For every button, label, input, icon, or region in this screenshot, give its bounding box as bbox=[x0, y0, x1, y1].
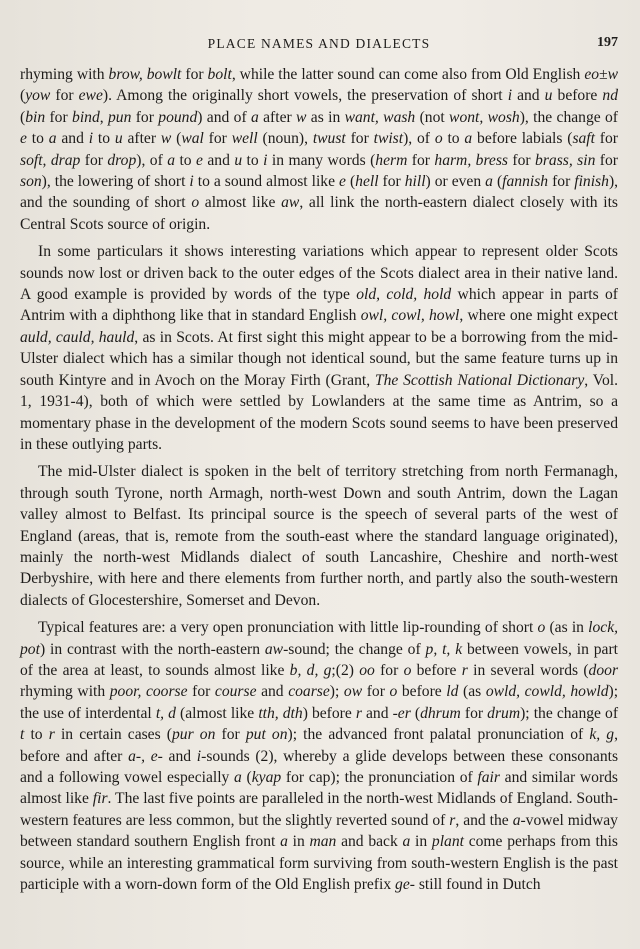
italic-text: oo bbox=[359, 661, 375, 679]
text-run: -vowel midway between standard southern English front bbox=[20, 811, 618, 851]
text-run: ); the use of interdental bbox=[20, 683, 619, 722]
text-run: and similar words almost like bbox=[20, 769, 619, 808]
text-run: for bbox=[362, 683, 390, 701]
italic-text: u bbox=[544, 87, 553, 105]
text-run: between vowels, in part of the area at least, to sounds almost like bbox=[20, 640, 618, 679]
italic-text: a bbox=[485, 173, 493, 191]
italic-text: fannish bbox=[502, 173, 549, 191]
italic-text: r bbox=[355, 704, 362, 722]
text-run: ( bbox=[20, 108, 26, 126]
text-run: ( bbox=[410, 704, 421, 722]
italic-text: a bbox=[280, 833, 288, 851]
italic-text: bolt bbox=[207, 66, 232, 83]
text-run: ); bbox=[329, 683, 344, 701]
italic-text: r bbox=[449, 811, 456, 829]
italic-text: a bbox=[48, 130, 57, 148]
italic-text: fir bbox=[92, 790, 108, 808]
italic-text: owl, cowl, howl bbox=[360, 307, 460, 325]
italic-text: old, cold, hold bbox=[356, 286, 452, 304]
italic-text: t bbox=[20, 726, 25, 744]
italic-text: i bbox=[88, 130, 94, 148]
italic-text: pur on bbox=[172, 726, 216, 744]
italic-text: o bbox=[389, 683, 398, 701]
text-run: for bbox=[460, 704, 488, 722]
text-run: for bbox=[548, 173, 575, 191]
text-run: ), the lowering of short bbox=[41, 173, 190, 191]
text-run: (as in bbox=[545, 619, 589, 637]
text-run: for bbox=[203, 130, 232, 148]
italic-text: eo±w bbox=[584, 66, 618, 83]
italic-text: e bbox=[20, 130, 27, 148]
text-run: to bbox=[93, 130, 115, 148]
italic-text: twist bbox=[373, 130, 404, 148]
italic-text: wal bbox=[181, 130, 204, 148]
text-run: for bbox=[345, 130, 374, 148]
italic-text: bind bbox=[72, 108, 100, 126]
italic-text: b, d, g bbox=[289, 661, 332, 679]
italic-text: dhrum bbox=[420, 704, 461, 722]
italic-text: course bbox=[214, 683, 257, 701]
text-run: still found in Dutch bbox=[414, 876, 541, 894]
text-run: in certain cases ( bbox=[54, 726, 172, 744]
text-run: for bbox=[80, 151, 108, 169]
italic-text: o bbox=[537, 619, 546, 637]
italic-text: i bbox=[263, 151, 268, 169]
italic-text: bin bbox=[25, 108, 46, 126]
text-run: ( bbox=[345, 173, 356, 191]
italic-text: ow bbox=[343, 683, 363, 701]
italic-text: ld bbox=[446, 683, 459, 701]
text-run: In some particulars it shows interesting variations which appear to represent older Scots sounds now lost or driven back to the outer edges of the Scots dialect area in their native land. A good example is provided by words of the type bbox=[20, 243, 618, 304]
italic-text: harm, bress bbox=[434, 151, 508, 169]
italic-text: auld, cauld, hauld bbox=[20, 328, 135, 346]
text-run: before bbox=[411, 661, 462, 679]
italic-text: The Scottish National Dictionary bbox=[374, 371, 585, 389]
italic-text: w bbox=[296, 108, 307, 126]
running-head: PLACE NAMES AND DIALECTS bbox=[207, 36, 431, 51]
text-run: for bbox=[378, 173, 405, 191]
text-run: in bbox=[287, 833, 310, 851]
text-run: , Vol. 1, 1931-4), both of which were settled by Lowlanders at the same time as Antrim, so a momentary phase in the development of the modern Scots sound seems to have been preserved in these outlying parts. bbox=[20, 371, 618, 453]
text-run: for bbox=[50, 87, 79, 105]
text-run: ( bbox=[171, 130, 182, 148]
italic-text: finish bbox=[574, 173, 609, 191]
page-header bbox=[20, 34, 618, 56]
text-run: -sound; the change of bbox=[283, 640, 426, 658]
text-run: and bbox=[361, 704, 393, 722]
text-run: for bbox=[187, 683, 215, 701]
paragraph bbox=[20, 64, 618, 235]
italic-text: hill bbox=[404, 173, 426, 191]
italic-text: poor, coorse bbox=[109, 683, 188, 701]
text-run: ( bbox=[20, 87, 26, 105]
text-run: for bbox=[595, 151, 618, 169]
text-run: after bbox=[122, 130, 161, 148]
text-run: for bbox=[45, 108, 73, 126]
italic-text: r bbox=[48, 726, 55, 744]
italic-text: man bbox=[309, 833, 337, 851]
text-run: after bbox=[258, 108, 297, 126]
text-run: ), the change of bbox=[519, 108, 619, 126]
italic-text: wont, wosh bbox=[449, 108, 520, 126]
italic-text: kyap bbox=[251, 769, 282, 786]
italic-text: -er bbox=[392, 704, 411, 722]
italic-text: drop bbox=[107, 151, 137, 169]
text-run: (as bbox=[458, 683, 486, 701]
text-run: and bbox=[512, 87, 545, 105]
italic-text: o bbox=[191, 194, 200, 212]
italic-text: well bbox=[231, 130, 258, 148]
text-run: for bbox=[215, 726, 246, 744]
italic-text: son bbox=[20, 173, 42, 191]
text-run: to bbox=[24, 726, 49, 744]
italic-text: e bbox=[339, 173, 346, 191]
text-run: to bbox=[242, 151, 264, 169]
italic-text: i bbox=[189, 173, 194, 191]
italic-text: coarse bbox=[288, 683, 330, 701]
italic-text: plant bbox=[431, 833, 464, 851]
italic-text: t, d bbox=[155, 704, 176, 722]
text-run: , before and after bbox=[20, 726, 618, 765]
text-run: in several words ( bbox=[467, 661, 589, 679]
italic-text: a bbox=[512, 811, 521, 829]
italic-text: twust bbox=[312, 130, 346, 148]
text-run: for bbox=[594, 130, 618, 148]
italic-text: p, t, k bbox=[425, 640, 463, 658]
italic-text: a bbox=[464, 130, 473, 148]
italic-text: want, wash bbox=[344, 108, 416, 126]
text-run: for bbox=[131, 108, 159, 126]
text-run: to bbox=[26, 130, 49, 148]
text-run: ( bbox=[492, 173, 503, 191]
italic-text: drum bbox=[487, 704, 521, 722]
italic-text: w bbox=[160, 130, 172, 148]
page-number: 197 bbox=[597, 35, 618, 50]
italic-text: lock, pot bbox=[20, 619, 619, 658]
text-run: ) or even bbox=[425, 173, 486, 191]
paragraph bbox=[20, 461, 618, 611]
italic-text: tth, dth bbox=[258, 704, 303, 722]
italic-text: r bbox=[461, 661, 468, 679]
text-run: for cap); the pronunciation of bbox=[281, 769, 478, 786]
italic-text: a-, e- bbox=[128, 747, 163, 765]
italic-text: fair bbox=[477, 769, 500, 786]
text-run: (noun), bbox=[257, 130, 313, 148]
text-run: , as in Scots. At first sight this might appear to be a borrowing from the mid-Ulster dialect which has a similar though not identical sound, but the same feature turns up in south Kintyre and in Avoch on the Moray Firth (Grant, bbox=[20, 328, 619, 389]
italic-text: pun bbox=[108, 108, 132, 126]
italic-text: a bbox=[167, 151, 176, 169]
italic-text: saft bbox=[572, 130, 595, 148]
text-run: , and the bbox=[455, 811, 513, 829]
text-run: ), of bbox=[136, 151, 168, 169]
italic-text: soft, drap bbox=[20, 151, 81, 169]
text-run: and bbox=[162, 747, 197, 765]
text-run: which appear in parts of Antrim with a diphthong like that in standard English bbox=[20, 286, 619, 325]
italic-text: aw bbox=[281, 194, 300, 212]
text-run: ) before bbox=[302, 704, 356, 722]
text-run: ;(2) bbox=[331, 661, 360, 679]
text-run: (not bbox=[415, 108, 450, 126]
italic-text: i bbox=[507, 87, 513, 105]
text-run: ); the advanced front palatal pronunciation of bbox=[287, 726, 590, 744]
text-run: before bbox=[552, 87, 603, 105]
italic-text: pound bbox=[158, 108, 198, 126]
italic-text: herm bbox=[375, 151, 408, 169]
italic-text: aw bbox=[264, 640, 284, 658]
text-run: ) and of bbox=[197, 108, 251, 126]
body-text bbox=[20, 64, 618, 895]
italic-text: u bbox=[114, 130, 123, 148]
text-run: for bbox=[508, 151, 536, 169]
italic-text: door bbox=[588, 661, 619, 679]
italic-text: i bbox=[196, 747, 202, 765]
text-run: come perhaps from this source, while an interesting grammatical form surviving from south-western English is the past participle with a worn-down form of the Old English prefix bbox=[20, 833, 618, 894]
text-run: , where one might expect bbox=[459, 307, 618, 325]
text-run: The mid-Ulster dialect is spoken in the belt of territory stretching from north Fermanagh, through south Tyrone, north Armagh, north-west Down and south Antrim, down the Lagan valley almost to Belfast. Its principal source is the speech of several parts of the west of England (areas, that is, remote from the south-east where the standard language originated), mainly the north-west Midlands dialect of south Lancashire, Cheshire and north-west Derbyshire, with here and there elements from further north, and partly also the south-western dialects of Glocestershire, Somerset and Devon. bbox=[20, 463, 618, 609]
italic-text: a bbox=[250, 108, 259, 126]
italic-text: owld, cowld, howld bbox=[485, 683, 609, 701]
italic-text: brow, bowlt bbox=[108, 66, 182, 83]
text-run: in many words ( bbox=[267, 151, 376, 169]
text-run: and bbox=[56, 130, 89, 148]
text-run: ). Among the originally short vowels, the preservation of short bbox=[102, 87, 508, 105]
text-run: and bbox=[202, 151, 235, 169]
text-run: , bbox=[99, 108, 108, 126]
text-run: for bbox=[374, 661, 404, 679]
italic-text: a bbox=[402, 833, 411, 851]
italic-text: ewe bbox=[78, 87, 103, 105]
text-run: , while the latter sound can come also from Old English bbox=[231, 66, 585, 83]
text-run: as in bbox=[306, 108, 345, 126]
italic-text: e bbox=[196, 151, 203, 169]
text-run: -sounds (2), whereby a glide develops between these consonants and a following vowel especially bbox=[20, 747, 619, 786]
text-run: almost like bbox=[199, 194, 282, 212]
text-run: to bbox=[442, 130, 465, 148]
italic-text: u bbox=[234, 151, 243, 169]
text-run: and back bbox=[336, 833, 403, 851]
text-run: , all link the north-eastern dialect closely with its Central Scots source of origin. bbox=[20, 194, 618, 233]
text-run: for bbox=[181, 66, 208, 83]
italic-text: a bbox=[234, 769, 242, 786]
text-run: ); the change of bbox=[520, 704, 619, 722]
italic-text: o bbox=[434, 130, 443, 148]
italic-text: brass, sin bbox=[535, 151, 596, 169]
text-run: before labials ( bbox=[472, 130, 573, 148]
paragraph bbox=[20, 241, 618, 455]
text-run: and bbox=[256, 683, 289, 701]
text-run: to a sound almost like bbox=[193, 173, 340, 191]
italic-text: hell bbox=[355, 173, 379, 191]
text-run: (almost like bbox=[175, 704, 259, 722]
italic-text: k, g bbox=[589, 726, 615, 744]
text-run: Typical features are: a very open pronunciation with little lip-rounding of short bbox=[38, 619, 538, 637]
italic-text: yow bbox=[25, 87, 51, 105]
paragraph bbox=[20, 617, 618, 895]
italic-text: ge- bbox=[395, 876, 415, 894]
italic-text: o bbox=[403, 661, 412, 679]
italic-text: put on bbox=[245, 726, 288, 744]
text-run: ( bbox=[241, 769, 252, 786]
text-run: rhyming with bbox=[20, 683, 110, 701]
text-run: ), and the sounding of short bbox=[20, 173, 619, 212]
text-run: ), of bbox=[403, 130, 435, 148]
text-run: for bbox=[407, 151, 435, 169]
text-run: before bbox=[397, 683, 447, 701]
text-run: . The last five points are paralleled in the north-west Midlands of England. South-western features are less common, but the slightly reverted sound of bbox=[20, 790, 618, 829]
text-run: ) in contrast with the north-eastern bbox=[39, 640, 265, 658]
text-run: to bbox=[175, 151, 197, 169]
text-run: in bbox=[410, 833, 432, 851]
text-run: rhyming with bbox=[20, 66, 109, 83]
italic-text: nd bbox=[602, 87, 618, 105]
